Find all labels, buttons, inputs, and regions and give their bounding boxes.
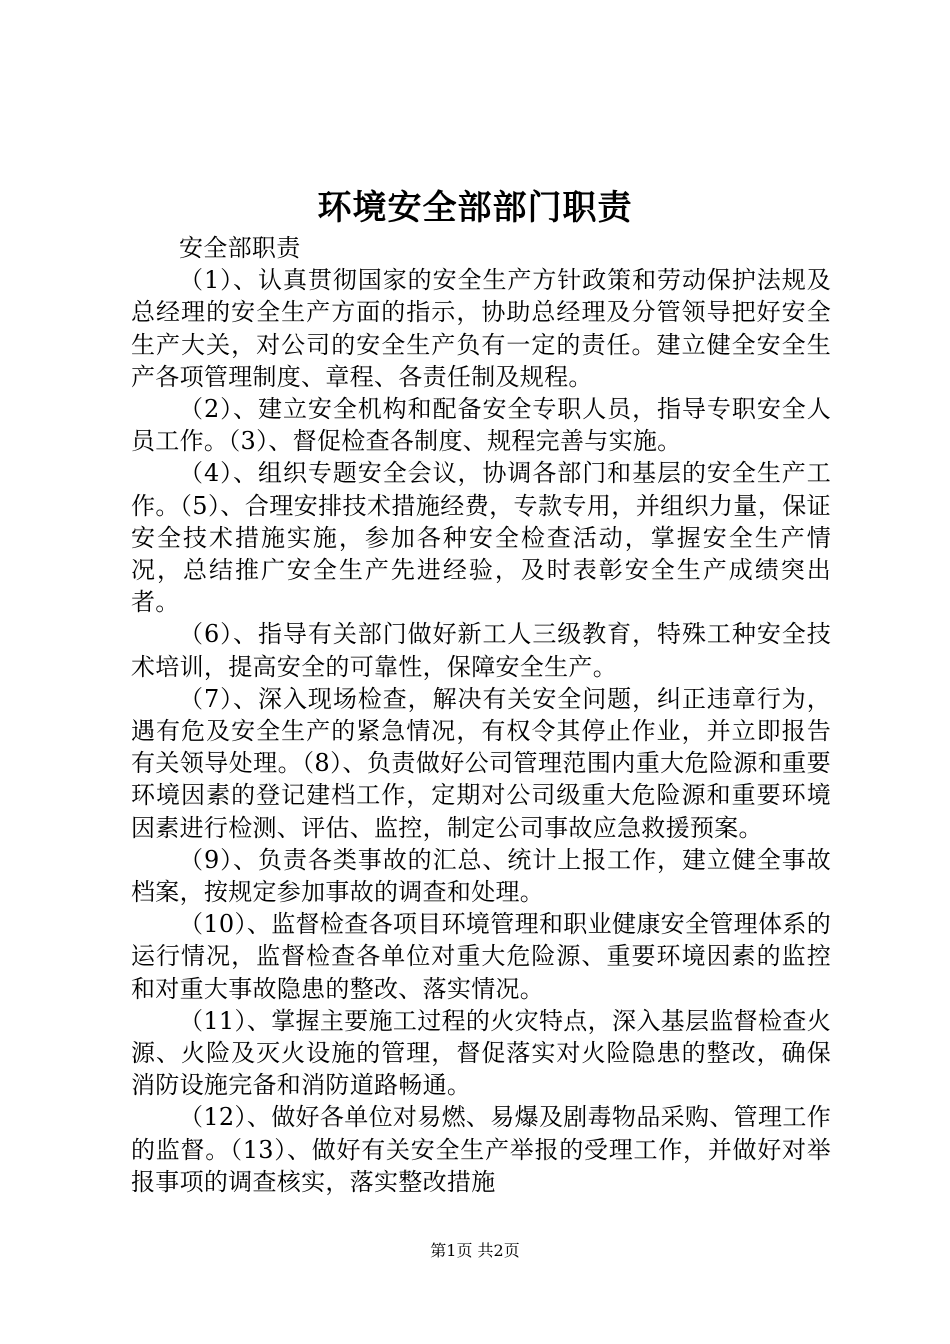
document-title: 环境安全部部门职责: [317, 188, 633, 228]
paragraph: （6）、指导有关部门做好新工人三级教育，特殊工种安全技术培训，提高安全的可靠性，保障安全生产。: [131, 620, 831, 681]
paragraph: （10）、监督检查各项目环境管理和职业健康安全管理体系的运行情况，监督检查各单位对重大危险源、重要环境因素的监控和对重大事故隐患的整改、落实情况。: [131, 910, 831, 1003]
paragraph: （9）、负责各类事故的汇总、统计上报工作，建立健全事故档案，按规定参加事故的调查和处理。: [131, 845, 831, 907]
paragraph: （12）、做好各单位对易燃、易爆及剧毒物品采购、管理工作的监督。（13）、做好有关安全生产举报的受理工作，并做好对举报事项的调查核实，落实整改措施: [131, 1103, 831, 1196]
document-body: [131, 232, 831, 1198]
paragraph: （7）、深入现场检查，解决有关安全问题，纠正违章行为，遇有危及安全生产的紧急情况，有权令其停止作业，并立即报告有关领导处理。（8）、负责做好公司管理范围内重大危险源和重要环境因素的登记建档工作，定期对公司级重大危险源和重要环境因素进行检测、评估、监控，制定公司事故应急救援预案。: [131, 684, 831, 842]
paragraph: （4）、组织专题安全会议，协调各部门和基层的安全生产工作。（5）、合理安排技术措施经费，专款专用，并组织力量，保证安全技术措施实施，参加各种安全检查活动，掌握安全生产情况，总结推广安全生产先进经验，及时表彰安全生产成绩突出者。: [131, 459, 831, 617]
paragraph: （2）、建立安全机构和配备安全专职人员，指导专职安全人员工作。（3）、督促检查各制度、规程完善与实施。: [131, 395, 831, 456]
paragraph: （11）、掌握主要施工过程的火灾特点，深入基层监督检查火源、火险及灭火设施的管理，督促落实对火险隐患的整改，确保消防设施完备和消防道路畅通。: [131, 1006, 831, 1100]
section-heading: 安全部职责: [179, 234, 301, 262]
paragraph: （1）、认真贯彻国家的安全生产方针政策和劳动保护法规及总经理的安全生产方面的指示，协助总经理及分管领导把好安全生产大关，对公司的安全生产负有一定的责任。建立健全安全生产各项管理制度、章程、各责任制及规程。: [131, 266, 831, 391]
page-footer: 第1页 共2页: [430, 1241, 520, 1260]
